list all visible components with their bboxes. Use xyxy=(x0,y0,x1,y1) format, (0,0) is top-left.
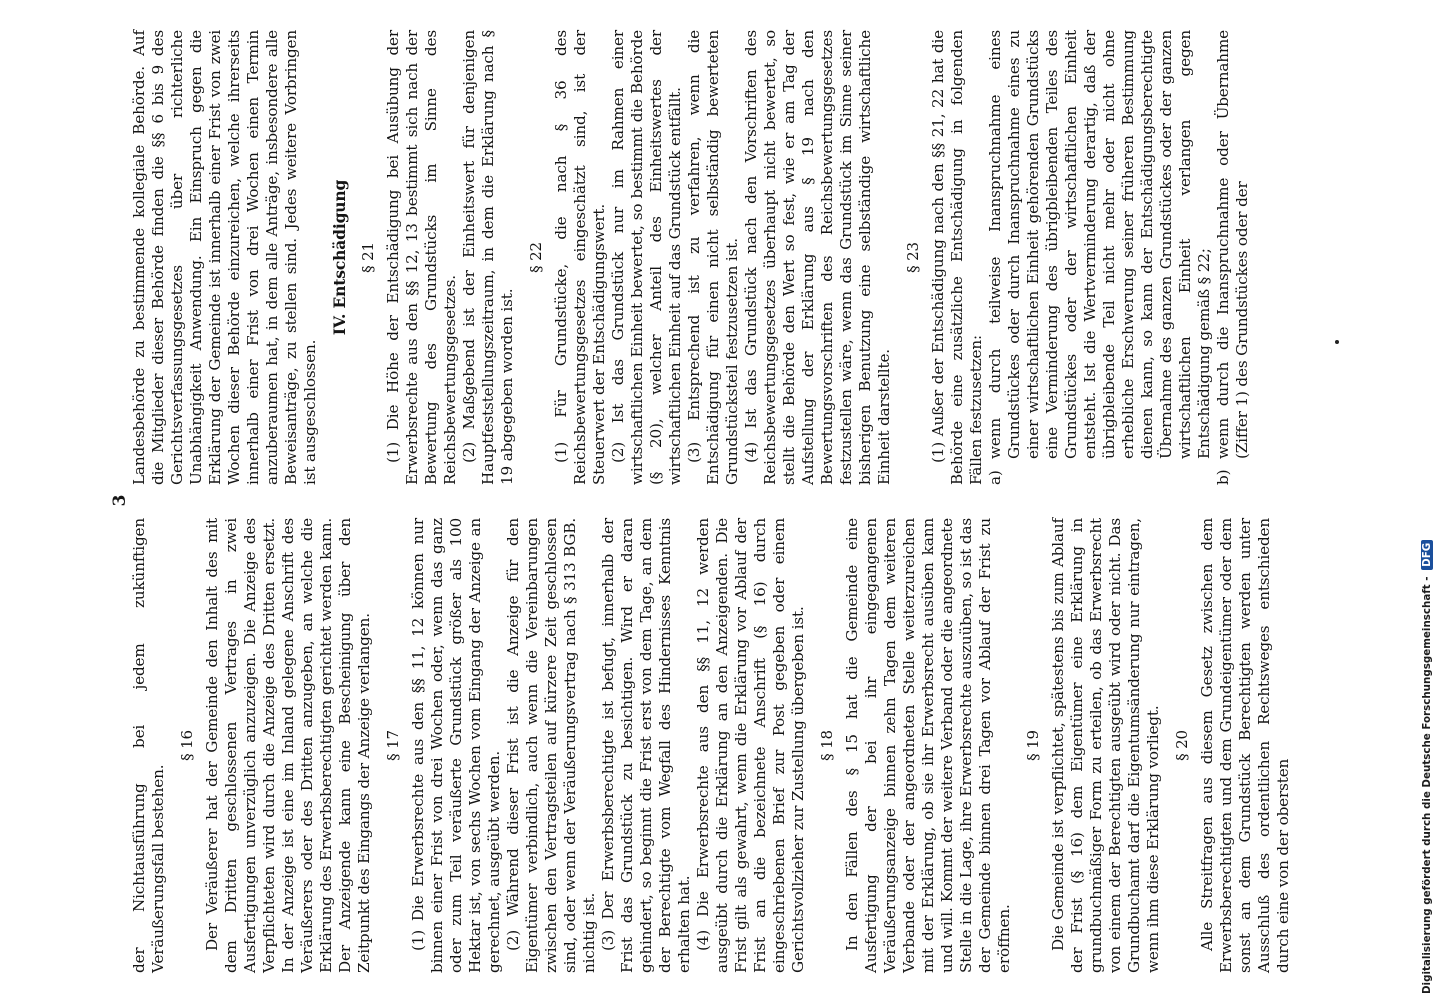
chapter-heading: IV. Entschädigung xyxy=(330,179,349,336)
section-heading-16: § 16 xyxy=(178,730,196,761)
left-column xyxy=(130,518,1293,973)
paragraph-21-2: (2) Maßgebend ist der Einheitswert für denjenigen Hauptfeststellungszeitraum, in dem die Erklärung nach § 19 abgegeben worden ist. xyxy=(460,30,516,485)
paragraph-17-4: (4) Die Erwerbsrechte aus den §§ 11, 12 werden ausgeübt durch die Erklärung an den Anzeigenden. Die Frist gilt als gewahrt, wenn die Erklärung vor Ablauf der Frist an die bezeichnete Anschrift (§ 16) durch eingeschriebenen Brief zur Post gegeben oder einem Gerichtsvollzieher zur Zustellung übergeben ist. xyxy=(694,518,807,973)
section-heading-18: § 18 xyxy=(818,730,836,761)
paragraph-22-1: (1) Für Grundstücke, die nach § 36 des Reichsbewertungsgesetzes eingeschätzt sind, ist der Steuerwert der Entschädigungswert. xyxy=(552,30,608,485)
section-heading-22: § 22 xyxy=(527,242,545,273)
paragraph-19: Die Gemeinde ist verpflichtet, spätestens bis zum Ablauf der Frist (§ 16) dem Eigentümer eine Erklärung in grundbuchmäßiger Form zu erteilen, ob das Erwerbsrecht von einem der Berechtigten ausgeübt wird oder nicht. Das Grundbuchamt darf die Eigentumsänderung nur eintragen, wenn ihm diese Erklärung vorliegt. xyxy=(1049,518,1162,973)
paragraph-22-2: (2) Ist das Grundstück nur im Rahmen einer wirtschaftlichen Einheit bewertet, so bestimmt die Behörde (§ 20), welcher Anteil des Einheitswertes der wirtschaftlichen Einheit auf das Grundstück entfällt. xyxy=(609,30,684,485)
section-heading-21: § 21 xyxy=(359,242,377,273)
document-page xyxy=(110,28,1420,973)
list-label-a: a) xyxy=(986,470,1004,485)
paragraph-22-3: (3) Entsprechend ist zu verfahren, wenn die Entschädigung für einen nicht selbständig bewerteten Grundstücksteil festzusetzen ist. xyxy=(685,30,741,485)
paragraph-21-1: (1) Die Höhe der Entschädigung bei Ausübung der Erwerbsrechte aus den §§ 12, 13 bestimmt sich nach der Bewertung des Grundstücks im Sinne des Reichsbewertungsgesetzes. xyxy=(384,30,459,485)
paragraph-22-4: (4) Ist das Grundstück nach den Vorschriften des Reichsbewertungsgesetzes überhaupt nicht bewertet, so stellt die Behörde den Wert so fest, wie er am Tag der Aufstellung der Erklärung aus § 19 nach den Bewertungsvorschriften des Reichsbewertungsgesetzes festzustellen wäre, wenn das Grundstück im Sinne seiner bisherigen Benutzung eine selbständige wirtschaftliche Einheit darstellte. xyxy=(742,30,893,485)
section-heading-19: § 19 xyxy=(1024,730,1042,761)
paragraph-16: Der Veräußerer hat der Gemeinde den Inhalt des mit dem Dritten geschlossenen Vertrages in zwei Ausfertigungen unverzüglich anzuzeigen. Die Anzeige des Verpflichteten wird durch die Anzeige des Dritten ersetzt. In der Anzeige ist eine im Inland gelegene Anschrift des Veräußerers oder des Dritten anzugeben, an welche die Erklärung des Erwerbsberechtigten gerichtet werden kann. Der Anzeigende kann eine Bescheinigung über den Zeitpunkt des Eingangs der Anzeige verlangen. xyxy=(203,518,373,973)
section-heading-20: § 20 xyxy=(1173,730,1191,761)
rotated-page-content xyxy=(110,28,1300,973)
list-item-a xyxy=(986,30,1214,485)
paragraph-23-1: (1) Außer der Entschädigung nach den §§ 21, 22 hat die Behörde eine zusätzliche Entschädigung in folgenden Fällen festzusetzen: xyxy=(929,30,985,485)
funding-note xyxy=(1421,14,1433,994)
list-item-b xyxy=(1214,30,1252,485)
section-heading-23: § 23 xyxy=(904,242,922,273)
list-text-a: wenn durch teilweise Inanspruchnahme eines Grundstückes oder durch Inanspruchnahme eines zu einer wirtschaftlichen Einheit gehörenden Grundstücks eine Verminderung des übrigbleibenden Teiles des Grundstückes oder der wirtschaftlichen Einheit entsteht. Ist die Wertverminderung derartig, daß der übrigbleibende Teil nicht mehr oder nicht ohne erhebliche Erschwerung seiner früheren Bestimmung dienen kann, so kann der Entschädigungsberechtigte Übernahme des ganzen Grundstückes oder der ganzen wirtschaftlichen Einheit verlangen gegen Entschädigung gemäß § 22; xyxy=(986,30,1213,459)
dfg-logo: DFG xyxy=(1421,540,1433,570)
paragraph-17-1: (1) Die Erwerbsrechte aus den §§ 11, 12 können nur binnen einer Frist von drei Wochen oder, wenn das ganz oder zum Teil veräußerte Grundstück größer als 100 Hektar ist, von sechs Wochen vom Eingang der Anzeige an gerechnet, ausgeübt werden. xyxy=(409,518,503,973)
section-heading-17: § 17 xyxy=(384,730,402,761)
page-number: 3 xyxy=(110,494,130,507)
paragraph-intro: der Nichtausführung bei jedem zukünftigen Veräußerungsfall bestehen. xyxy=(130,518,167,973)
funding-note-margin xyxy=(1418,8,1434,1000)
list-text-b: wenn durch die Inanspruchnahme oder Übernahme (Ziffer 1) des Grundstückes oder der xyxy=(1214,30,1251,459)
paragraph-17-2: (2) Während dieser Frist ist die Anzeige für den Eigentümer verbindlich, auch wenn die Vereinbarungen zwischen den Vertragsteilen auf kürzere Zeit geschlossen sind, oder wenn der Veräußerungsvertrag nach § 313 BGB. nichtig ist. xyxy=(504,518,598,973)
paragraph-18: In den Fällen des § 15 hat die Gemeinde eine Ausfertigung der bei ihr eingegangenen Veräußerungsanzeige binnen zehn Tagen dem weiteren Verbande oder der angeordneten Stelle weiterzureichen mit der Erklärung, ob sie ihr Erwerbsrecht ausüben kann und will. Kommt der weitere Verband oder die angeordnete Stelle in die Lage, ihre Erwerbsrechte auszuüben, so ist das der Gemeinde binnen drei Tagen vor Ablauf der Frist zu eröffnen. xyxy=(843,518,1013,973)
paragraph-17-3: (3) Der Erwerbsberechtigte ist befugt, innerhalb der Frist das Grundstück zu besichtigen. Wird er daran gehindert, so beginnt die Frist erst von dem Tage, an dem der Berechtigte vom Wegfall des Hindernisses Kenntnis erhalten hat. xyxy=(599,518,693,973)
list-label-b: b) xyxy=(1214,469,1232,485)
paragraph-continued: Landesbehörde zu bestimmende kollegiale Behörde. Auf die Mitglieder dieser Behörde finden die §§ 6 bis 9 des Gerichtsverfassungsgesetzes über richterliche Unabhängigkeit Anwendung. Ein Einspruch gegen die Erklärung der Gemeinde ist innerhalb einer Frist von zwei Wochen dieser Behörde einzureichen, welche ihrerseits innerhalb einer Frist von drei Wochen einen Termin anzuberaumen hat, in dem alle Anträge, insbesondere alle Beweisanträge, zu stellen sind. Jedes weitere Vorbringen ist ausgeschlossen. xyxy=(130,30,319,485)
scan-speck xyxy=(1335,340,1339,344)
paragraph-20: Alle Streitfragen aus diesem Gesetz zwischen dem Erwerbsberechtigten und dem Grundeigentümer oder dem sonst an dem Grundstück Berechtigten werden unter Ausschluß des ordentlichen Rechtsweges entschieden durch eine von der obersten xyxy=(1198,518,1292,973)
funding-note-text: Digitalisierung gefördert durch die Deutsche Forschungsgemeinschaft - xyxy=(1421,576,1433,994)
right-column xyxy=(130,30,1252,485)
